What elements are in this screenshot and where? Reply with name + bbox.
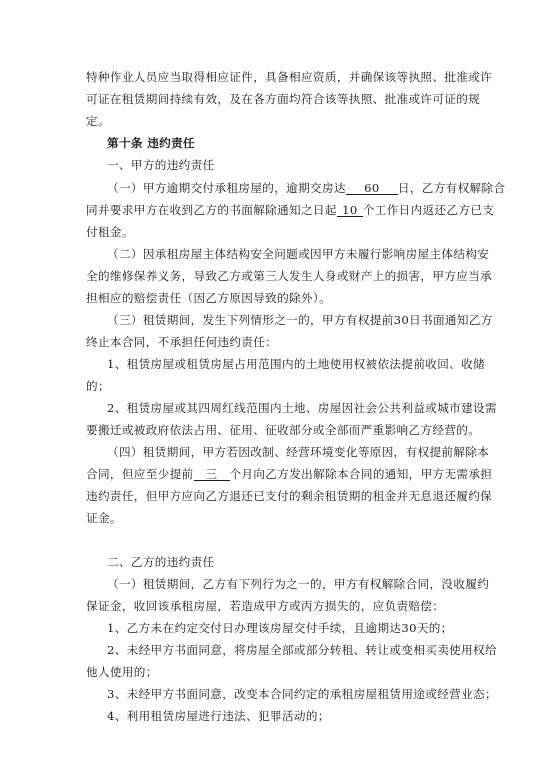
text-line: 2、租赁房屋或其四周红线范围内土地、房屋因社会公共利益或城市建设需 bbox=[107, 401, 497, 415]
text-line bbox=[86, 203, 494, 217]
text-line: 要搬迁或被政府依法占用、征用、征收部分或全部而严重影响乙方经营的。 bbox=[86, 423, 481, 437]
filled-blank-days: 60 bbox=[346, 182, 398, 195]
text-line: 终止本合同，不承担任何违约责任： bbox=[86, 335, 278, 349]
text-line: （一）租赁期间，乙方有下列行为之一的，甲方有权解除合同，没收履约 bbox=[107, 577, 490, 591]
text-line: （三）租赁期间，发生下列情形之一的，甲方有权提前30日书面通知乙方 bbox=[107, 313, 493, 327]
text-line: 的； bbox=[86, 379, 110, 393]
text-line bbox=[86, 467, 492, 481]
text-line: 特种作业人员应当取得相应证件，具备相应资质，并确保该等执照、批准或许 bbox=[86, 70, 493, 84]
text-line: 1、乙方未在约定交付日办理该房屋交付手续，且逾期达30天的； bbox=[107, 621, 453, 635]
text-line: 3、未经甲方书面同意，改变本合同约定的承租房屋租赁用途或经营业态； bbox=[107, 687, 497, 701]
clause-text: 个月向乙方发出解除本合同的通知，甲方无需承担 bbox=[229, 467, 493, 481]
text-line bbox=[107, 181, 505, 195]
filled-blank-months: 三 bbox=[194, 468, 230, 481]
text-line: （二）因承租房屋主体结构安全问题或因甲方未履行影响房屋主体结构安 bbox=[107, 247, 490, 261]
text-line: 他人使用的； bbox=[86, 665, 158, 679]
text-line: （四）租赁期间，甲方若因改制、经营环境变化等原因，有权提前解除本 bbox=[107, 445, 490, 459]
text-line: 可证在租赁期间持续有效，及在各方面均符合该等执照、批准或许可证的规 bbox=[86, 92, 481, 106]
text-line: 付租金。 bbox=[86, 225, 134, 239]
text-line: 2、未经甲方书面同意，将房屋全部或部分转租、转让或变相买卖使用权给 bbox=[107, 643, 497, 657]
clause-text: 同并要求甲方在收到乙方的书面解除通知之日起 bbox=[86, 203, 337, 217]
text-line: 违约责任，但甲方应向乙方退还已支付的剩余租赁期的租金并无息退还履约保 bbox=[86, 489, 493, 503]
clause-text: 合同，但应至少提前 bbox=[86, 467, 194, 481]
text-line: 担相应的赔偿责任（因乙方原因导致的除外）。 bbox=[86, 291, 332, 305]
section-heading: 第十条 违约责任 bbox=[107, 136, 195, 150]
clause-text: （一）甲方逾期交付承租房屋的，逾期交房达 bbox=[107, 181, 346, 195]
filled-blank-workdays: 10 bbox=[337, 204, 363, 217]
subsection-heading: 一、甲方的违约责任 bbox=[107, 158, 215, 172]
text-line: 定。 bbox=[86, 114, 110, 128]
clause-text: 个工作日内返还乙方已支 bbox=[362, 203, 495, 217]
text-line: 保证金，收回该承租房屋，若造成甲方或丙方损失的，应负责赔偿： bbox=[86, 599, 445, 613]
text-line: 证金。 bbox=[86, 511, 122, 525]
clause-text: 日，乙方有权解除合 bbox=[397, 181, 506, 195]
subsection-heading: 二、乙方的违约责任 bbox=[107, 555, 215, 569]
text-line: 1、租赁房屋或租赁房屋占用范围内的土地使用权被依法提前收回、收储 bbox=[107, 357, 485, 371]
text-line: 4、利用租赁房屋进行违法、犯罪活动的； bbox=[107, 709, 330, 723]
text-line: 全的维修保养义务，导致乙方或第三人发生人身或财产上的损害，甲方应当承 bbox=[86, 269, 493, 283]
